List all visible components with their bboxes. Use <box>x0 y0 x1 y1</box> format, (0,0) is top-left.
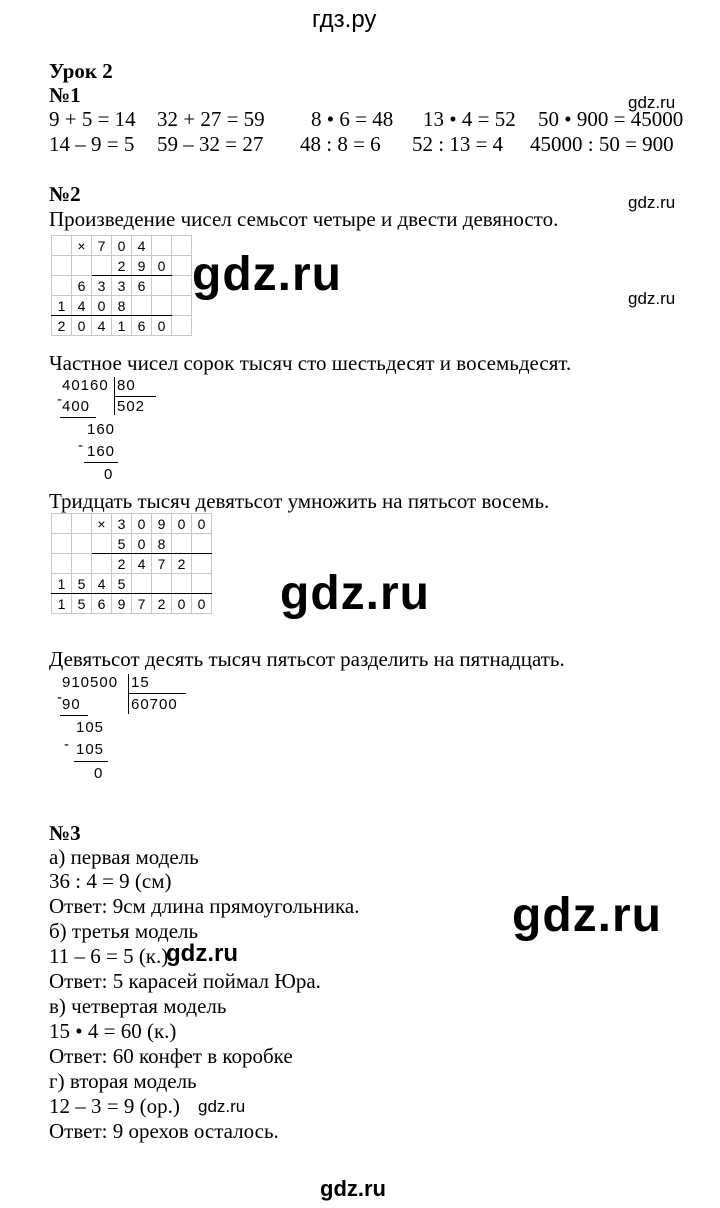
grid-cell: 4 <box>132 236 152 256</box>
watermark-footer: gdz.ru <box>320 1176 386 1201</box>
grid-cell <box>192 574 212 594</box>
grid-cell: 0 <box>92 296 112 316</box>
grid-cell <box>152 296 172 316</box>
grid-cell: 7 <box>152 554 172 574</box>
grid-cell <box>172 276 192 296</box>
dividend: 40160 <box>62 377 109 394</box>
equation: 50 • 900 = 45000 <box>538 107 684 131</box>
grid-cell: 0 <box>112 236 132 256</box>
grid-cell: 7 <box>132 594 152 614</box>
grid-cell: 3 <box>112 514 132 534</box>
minus-sign: - <box>64 736 70 753</box>
grid-cell: 1 <box>52 296 72 316</box>
multiplication-grid-1 <box>51 235 192 336</box>
grid-cell <box>72 514 92 534</box>
subtrahend: 90 <box>62 696 81 713</box>
grid-cell <box>52 554 72 574</box>
grid-cell: 0 <box>192 514 212 534</box>
division-bar <box>128 674 129 714</box>
grid-cell: 8 <box>112 296 132 316</box>
watermark: gdz.ru <box>628 289 676 308</box>
grid-cell: 6 <box>72 276 92 296</box>
minus-sign: - <box>78 437 84 454</box>
equation: 9 + 5 = 14 <box>49 107 136 131</box>
grid-cell: 5 <box>112 534 132 554</box>
task3-line: Ответ: 60 конфет в коробке <box>49 1044 293 1068</box>
watermark: gdz.ru <box>628 193 676 212</box>
grid-cell: 0 <box>132 534 152 554</box>
grid-cell: 5 <box>112 574 132 594</box>
grid-cell: 0 <box>152 316 172 336</box>
remainder: 0 <box>104 466 114 483</box>
grid-cell: 5 <box>72 574 92 594</box>
equation: 48 : 8 = 6 <box>300 132 381 156</box>
task3-line: Ответ: 9 орехов осталось. <box>49 1119 279 1143</box>
quotient: 60700 <box>131 696 178 713</box>
grid-cell: 2 <box>172 554 192 574</box>
grid-cell: 6 <box>132 276 152 296</box>
grid-cell <box>172 296 192 316</box>
grid-cell: × <box>72 236 92 256</box>
grid-cell <box>132 296 152 316</box>
grid-cell <box>172 256 192 276</box>
grid-cell <box>92 534 112 554</box>
subtrahend: 160 <box>87 443 116 460</box>
subtraction-line <box>60 715 88 716</box>
subtraction-line <box>74 761 108 762</box>
equation: 13 • 4 = 52 <box>423 107 516 131</box>
grid-cell: 0 <box>172 514 192 534</box>
task3-line: в) четвертая модель <box>49 994 227 1018</box>
grid-cell: 0 <box>192 594 212 614</box>
grid-cell: 1 <box>112 316 132 336</box>
grid-cell: 8 <box>152 534 172 554</box>
grid-cell <box>172 316 192 336</box>
division-bar <box>114 396 156 397</box>
division-bar <box>128 693 186 694</box>
watermark: gdz.ru <box>166 940 238 967</box>
watermark: gdz.ru <box>192 248 342 301</box>
grid-cell: 4 <box>72 296 92 316</box>
grid-cell: × <box>92 514 112 534</box>
grid-cell <box>152 276 172 296</box>
remainder: 105 <box>76 719 105 736</box>
grid-cell: 9 <box>132 256 152 276</box>
task3-label: №3 <box>49 821 81 845</box>
grid-cell: 4 <box>92 316 112 336</box>
grid-cell <box>172 236 192 256</box>
subtrahend: 400 <box>62 398 91 415</box>
equation: 52 : 13 = 4 <box>412 132 504 156</box>
task3-line: а) первая модель <box>49 845 199 869</box>
grid-cell: 1 <box>52 574 72 594</box>
grid-cell <box>72 554 92 574</box>
task3-line: 15 • 4 = 60 (к.) <box>49 1019 177 1043</box>
grid-cell <box>72 256 92 276</box>
equation: 45000 : 50 = 900 <box>530 132 674 156</box>
grid-cell: 9 <box>152 514 172 534</box>
task2-problem-4: Девятьсот десять тысяч пятьсот разделить на пятнадцать. <box>49 647 565 671</box>
equation: 14 – 9 = 5 <box>49 132 135 156</box>
task3-line: б) третья модель <box>49 919 199 943</box>
grid-cell <box>132 574 152 594</box>
grid-cell: 2 <box>112 554 132 574</box>
task3-line: 11 – 6 = 5 (к.) <box>49 944 169 968</box>
multiplication-grid-2 <box>51 513 212 614</box>
grid-cell: 5 <box>72 594 92 614</box>
grid-cell <box>192 534 212 554</box>
equation: 59 – 32 = 27 <box>157 132 264 156</box>
grid-cell <box>52 236 72 256</box>
equation: 8 • 6 = 48 <box>311 107 394 131</box>
grid-cell: 4 <box>132 554 152 574</box>
task3-line: Ответ: 5 карасей поймал Юра. <box>49 969 321 993</box>
grid-cell: 2 <box>52 316 72 336</box>
grid-cell: 1 <box>52 594 72 614</box>
quotient: 502 <box>117 398 146 415</box>
watermark: gdz.ru <box>198 1097 246 1116</box>
subtraction-line <box>84 462 118 463</box>
dividend: 910500 <box>62 674 119 691</box>
grid-cell <box>152 236 172 256</box>
remainder: 160 <box>87 421 116 438</box>
task2-problem-2: Частное чисел сорок тысяч сто шестьдесят и восемьдесят. <box>49 351 572 375</box>
equation: 32 + 27 = 59 <box>157 107 265 131</box>
grid-cell: 7 <box>92 236 112 256</box>
grid-cell: 0 <box>72 316 92 336</box>
grid-cell <box>72 534 92 554</box>
grid-cell <box>152 574 172 594</box>
grid-cell: 0 <box>152 256 172 276</box>
grid-cell: 9 <box>112 594 132 614</box>
task1-label: №1 <box>49 83 81 107</box>
grid-cell: 2 <box>152 594 172 614</box>
grid-cell: 2 <box>112 256 132 276</box>
task2-problem-1: Произведение чисел семьсот четыре и двести девяносто. <box>49 207 559 231</box>
watermark: gdz.ru <box>628 93 676 112</box>
subtraction-line <box>60 417 96 418</box>
watermark: gdz.ru <box>280 567 430 620</box>
subtrahend: 105 <box>76 741 105 758</box>
grid-cell <box>172 574 192 594</box>
minus-sign: - <box>57 391 63 408</box>
grid-cell: 4 <box>92 574 112 594</box>
lesson-title: Урок 2 <box>49 59 113 83</box>
remainder: 0 <box>94 765 104 782</box>
task3-line: 36 : 4 = 9 (см) <box>49 869 172 893</box>
divisor: 80 <box>117 377 136 394</box>
grid-cell: 6 <box>92 594 112 614</box>
task3-line: г) вторая модель <box>49 1069 197 1093</box>
watermark: gdz.ru <box>512 889 662 942</box>
divisor: 15 <box>131 674 150 691</box>
task2-label: №2 <box>49 182 81 206</box>
minus-sign: - <box>57 689 63 706</box>
grid-cell: 3 <box>92 276 112 296</box>
grid-cell: 6 <box>132 316 152 336</box>
task2-problem-3: Тридцать тысяч девятьсот умножить на пятьсот восемь. <box>49 489 550 513</box>
site-header: гдз.ру <box>312 6 377 33</box>
grid-cell <box>92 554 112 574</box>
task3-line: Ответ: 9см длина прямоугольника. <box>49 894 360 918</box>
grid-cell <box>52 514 72 534</box>
task3-line: 12 – 3 = 9 (ор.) <box>49 1094 180 1118</box>
grid-cell <box>52 534 72 554</box>
grid-cell <box>172 534 192 554</box>
grid-cell <box>52 276 72 296</box>
grid-cell: 0 <box>132 514 152 534</box>
grid-cell: 0 <box>172 594 192 614</box>
grid-cell <box>92 256 112 276</box>
grid-cell: 3 <box>112 276 132 296</box>
grid-cell <box>192 554 212 574</box>
grid-cell <box>52 256 72 276</box>
